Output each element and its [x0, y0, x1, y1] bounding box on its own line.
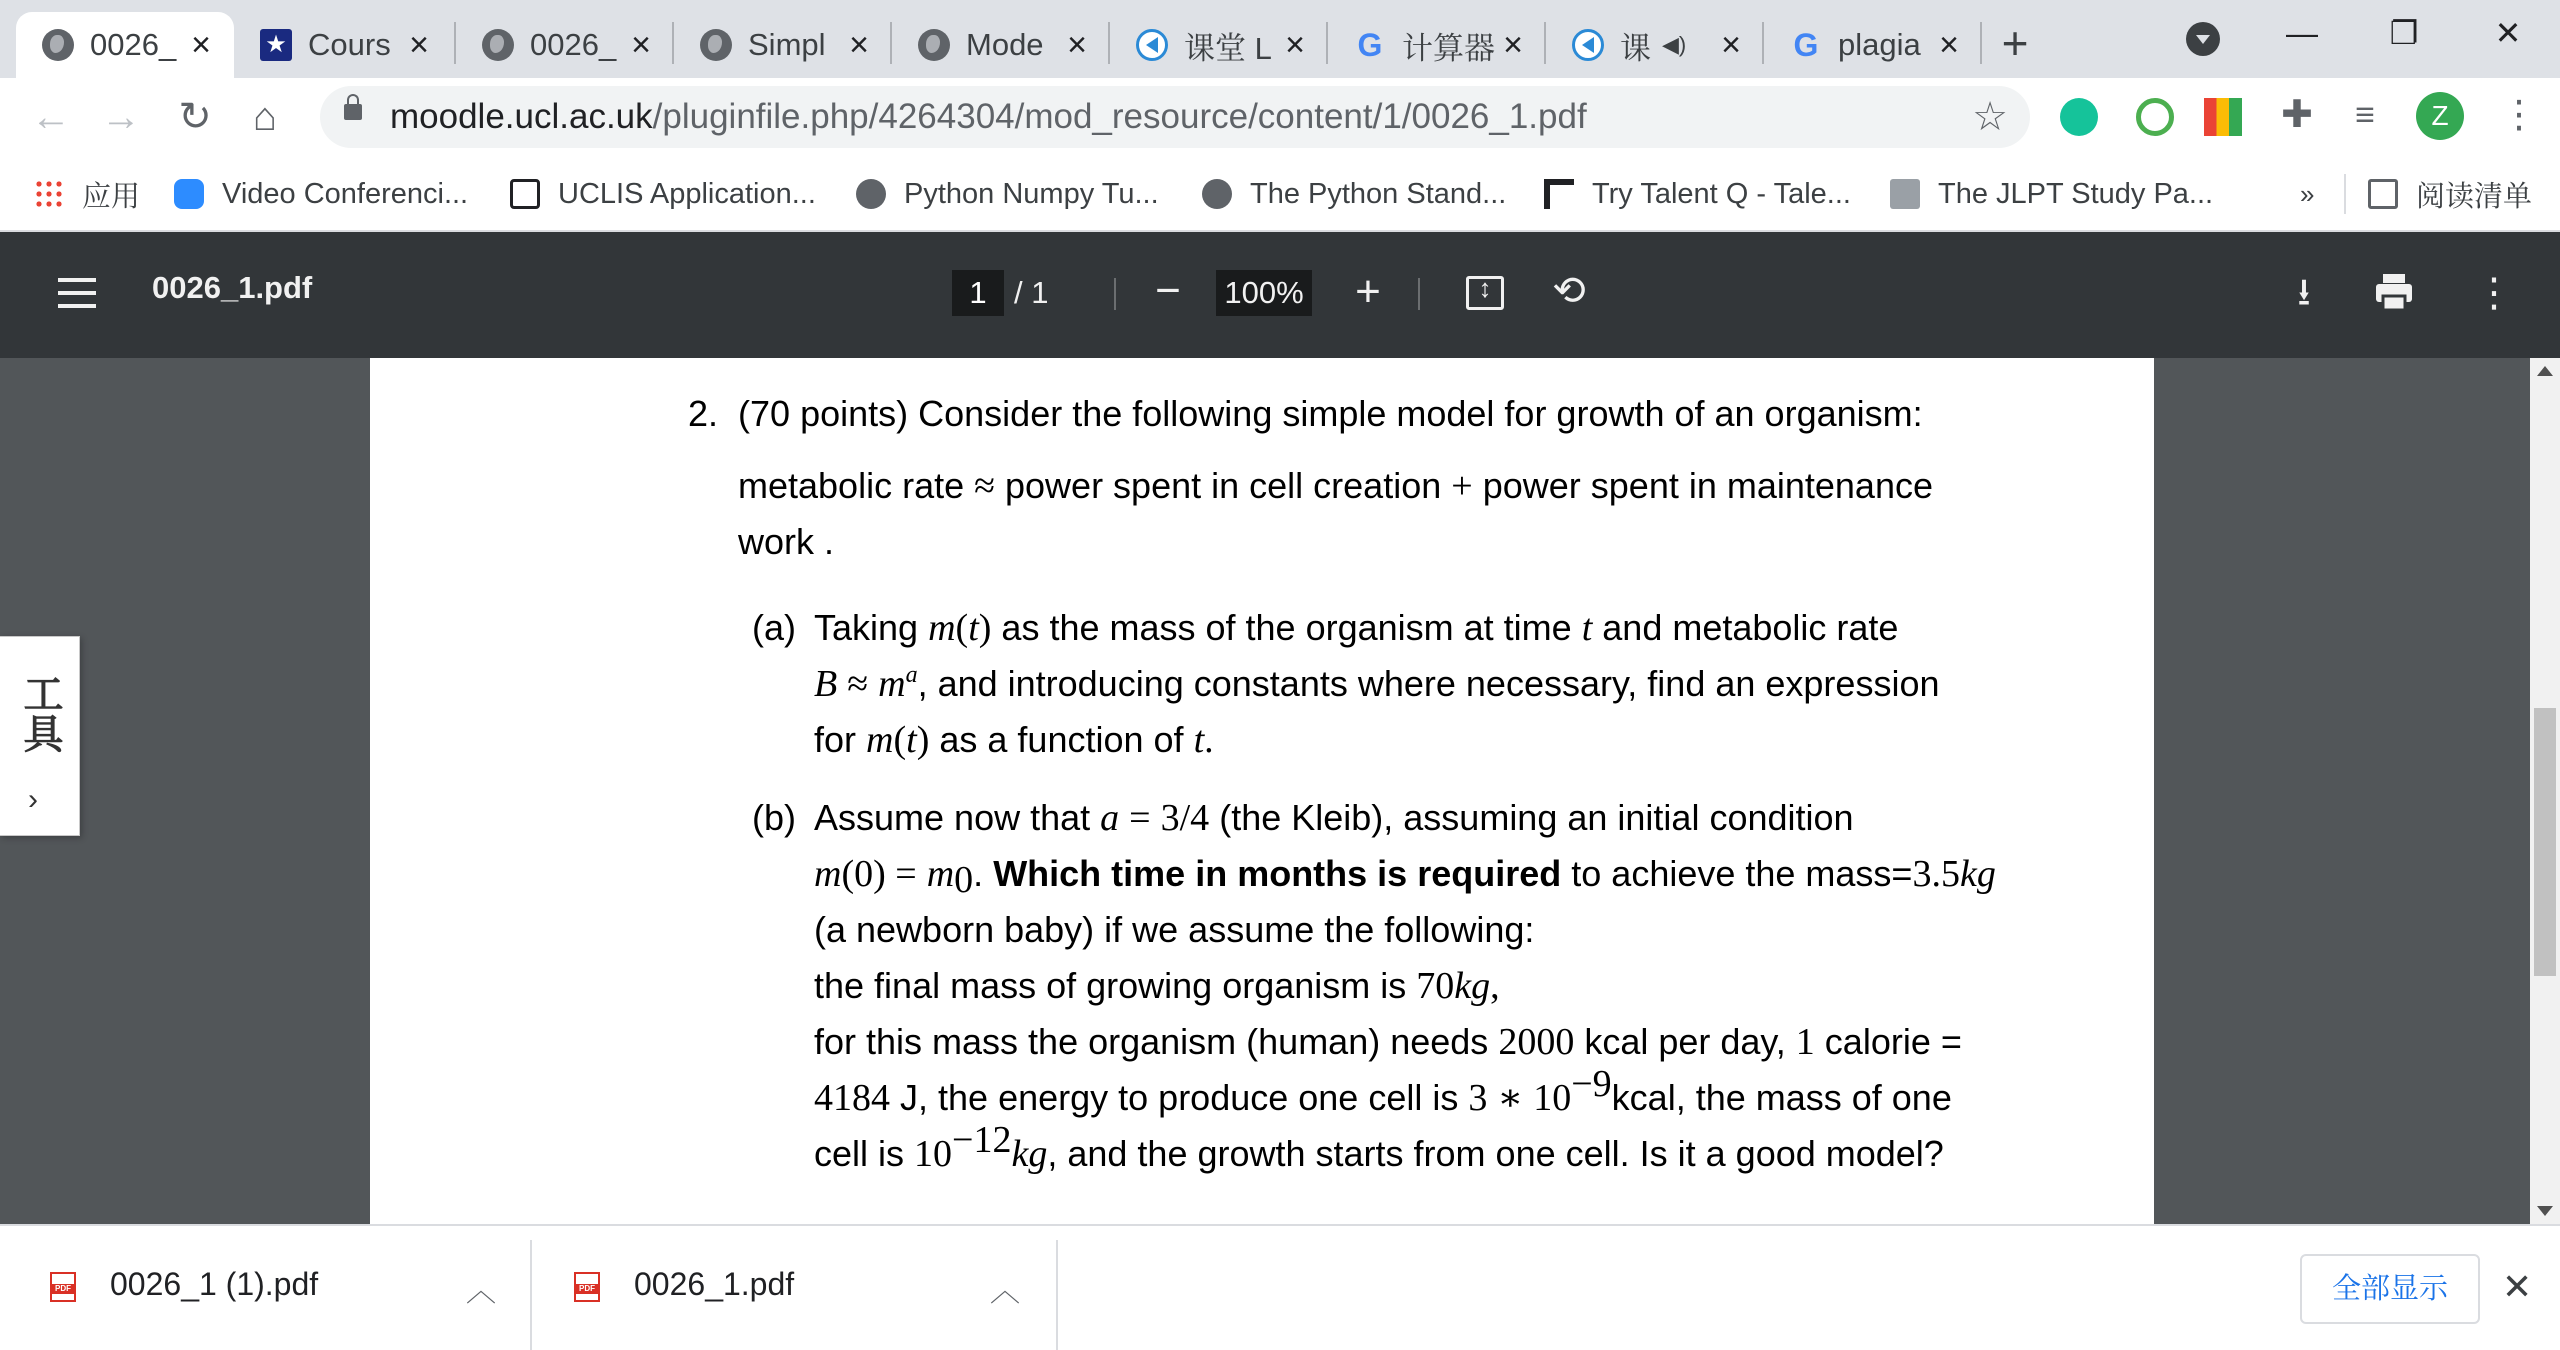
tab-mode[interactable]: [892, 12, 1110, 78]
download-item[interactable]: [0, 1226, 530, 1350]
pdf-page: [370, 358, 2154, 1224]
tab-title: Simpl: [748, 27, 826, 62]
globe-icon: [482, 29, 514, 61]
tab-0026-active[interactable]: [16, 12, 234, 78]
zoom-out-button[interactable]: −: [1155, 266, 1181, 315]
color-extension-icon[interactable]: [2204, 98, 2242, 136]
tab-title: Cours: [308, 27, 391, 62]
part-b-line1: Assume now that a = 3/4 (the Kleib), assuming an initial condition: [814, 797, 1854, 839]
chevron-up-icon[interactable]: ︿: [466, 1275, 496, 1308]
bookmark-star-icon[interactable]: ☆: [1972, 95, 2008, 139]
media-control-icon[interactable]: ≡: [2355, 96, 2375, 134]
new-tab-button[interactable]: +: [2001, 17, 2029, 69]
question-intro: 2. (70 points) Consider the following simple model for growth of an organism:: [688, 393, 1923, 434]
home-icon[interactable]: ⌂: [252, 95, 278, 139]
talentq-icon: [1544, 179, 1574, 209]
speaker-icon[interactable]: ◀): [1662, 32, 1687, 57]
bookmark-jlpt[interactable]: [1890, 174, 2213, 214]
model-equation-line1: metabolic rate ≈ power spent in cell creation + power spent in maintenance: [738, 465, 1933, 507]
bookmarks-bar: [0, 156, 2560, 232]
pdf-filename: 0026_1.pdf: [152, 270, 313, 305]
reading-list-label: 阅读清单: [2416, 180, 2533, 213]
tab-0026[interactable]: [456, 12, 674, 78]
tab-title: 计算器: [1402, 30, 1495, 66]
globe-icon: [42, 29, 74, 61]
jlpt-icon: [1890, 179, 1920, 209]
downloads-bar: [0, 1224, 2560, 1350]
tab-title: 0026_: [530, 27, 617, 62]
hamburger-menu-icon[interactable]: [58, 278, 96, 308]
close-tab-icon[interactable]: ×: [1285, 26, 1305, 64]
tab-courses[interactable]: [234, 12, 452, 78]
close-tab-icon[interactable]: ×: [1067, 26, 1087, 64]
part-b-line7: cell is $10^{-12}kg$, and the growth starts from one cell. Is it a good model?: [814, 1119, 1944, 1175]
play-icon: [1136, 29, 1168, 61]
part-b-line6: 4184 J, the energy to produce one cell is 3 ∗ $10^{-9}kcal$, the mass of one: [814, 1063, 1952, 1119]
tab-search-icon[interactable]: [2186, 22, 2220, 56]
bookmark-python-standard[interactable]: [1202, 174, 1506, 214]
scroll-up-arrow-icon[interactable]: [2537, 366, 2553, 376]
download-separator: [1056, 1240, 1058, 1350]
bookmark-video-conferencing[interactable]: [174, 174, 468, 214]
part-b-label: (b): [752, 797, 796, 838]
tab-title: 课堂 L: [1184, 30, 1272, 66]
bookmark-python-numpy[interactable]: [856, 174, 1159, 214]
part-a-line2: $B \approx m^a$, and introducing constants where necessary, find an expression: [814, 662, 1940, 705]
globe-icon: [918, 29, 950, 61]
part-b-line4: the final mass of growing organism is 70kg,: [814, 965, 1500, 1007]
show-all-downloads-button[interactable]: 全部显示: [2300, 1254, 2480, 1324]
refresh-extension-icon[interactable]: [2136, 98, 2174, 136]
download-icon[interactable]: ⭳: [2297, 272, 2311, 314]
zoom-icon: [174, 179, 204, 209]
close-tab-icon[interactable]: ×: [409, 26, 429, 64]
ucl-logo-icon: ★: [260, 29, 292, 61]
chevron-right-icon[interactable]: ›: [28, 783, 38, 816]
download-item[interactable]: [532, 1226, 1056, 1350]
tab-separator: [1980, 22, 1982, 64]
fit-to-page-icon[interactable]: [1466, 276, 1504, 310]
bookmarks-overflow-button[interactable]: »: [2300, 178, 2315, 209]
globe-icon: [700, 29, 732, 61]
bookmark-talent-q[interactable]: [1544, 174, 1851, 214]
scrollbar-thumb[interactable]: [2534, 708, 2556, 976]
tab-classroom[interactable]: [1110, 12, 1328, 78]
minimize-button[interactable]: —: [2286, 15, 2318, 51]
chrome-menu-icon[interactable]: ⋮: [2500, 94, 2538, 136]
close-tab-icon[interactable]: ×: [1939, 26, 1959, 64]
globe-icon: [1202, 179, 1232, 209]
tab-title: plagia: [1838, 27, 1921, 62]
bookmark-label: The JLPT Study Pa...: [1938, 177, 2214, 210]
page-total: / 1: [1014, 275, 1049, 310]
chevron-up-icon[interactable]: ︿: [990, 1275, 1020, 1308]
part-b-line2: $m(0) = m_0$. Which time in months is required to achieve the mass=3.5kg: [814, 853, 1996, 901]
bookmark-label: Video Conferenci...: [222, 177, 469, 210]
reading-list-button[interactable]: [2368, 174, 2532, 214]
download-filename: 0026_1.pdf: [634, 1266, 795, 1302]
restore-button[interactable]: ❐: [2389, 15, 2419, 51]
apps-label: 应用: [82, 180, 141, 213]
part-a-label: (a): [752, 607, 796, 648]
pdf-viewer-toolbar: [0, 232, 2560, 358]
page-number-input[interactable]: 1: [952, 270, 1004, 316]
browser-toolbar: [0, 78, 2560, 156]
puzzle-extensions-icon[interactable]: ✚: [2281, 94, 2313, 136]
grammarly-icon[interactable]: [2060, 98, 2098, 136]
bookmark-label: Try Talent Q - Tale...: [1592, 177, 1851, 210]
part-a-line1: Taking m(t) as the mass of the organism at time t and metabolic rate: [814, 607, 1899, 649]
lock-icon[interactable]: [344, 104, 362, 120]
address-bar[interactable]: [320, 86, 2030, 148]
pdf-file-icon: [574, 1272, 600, 1302]
tab-title: Mode: [966, 27, 1044, 62]
apps-grid-icon: [34, 179, 64, 209]
back-arrow-icon[interactable]: ←: [31, 95, 71, 139]
window-close-button[interactable]: ✕: [2494, 15, 2522, 51]
reading-list-icon: [2368, 179, 2398, 209]
tab-title: 课: [1620, 30, 1651, 66]
bookmark-uclis[interactable]: [510, 174, 816, 214]
toolbar-divider: [1114, 278, 1116, 310]
google-icon: G: [1357, 27, 1383, 63]
toolbar-divider: [1418, 278, 1420, 310]
part-a-line3: for m(t) as a function of t.: [814, 719, 1214, 761]
tab-plagia[interactable]: [1764, 12, 1982, 78]
bookmark-label: The Python Stand...: [1250, 177, 1507, 210]
bookmark-label: Python Numpy Tu...: [904, 177, 1159, 210]
close-tab-icon[interactable]: ×: [631, 26, 651, 64]
globe-icon: [856, 179, 886, 209]
bookmarks-divider: [2344, 174, 2346, 214]
more-options-icon[interactable]: ⋮: [2474, 271, 2514, 315]
close-tab-icon[interactable]: ×: [1721, 26, 1741, 64]
profile-avatar[interactable]: Z: [2416, 92, 2464, 140]
download-filename: 0026_1 (1).pdf: [110, 1266, 319, 1302]
zoom-level-input[interactable]: 100%: [1216, 270, 1312, 316]
tab-title: 0026_: [90, 27, 177, 62]
play-icon: [1572, 29, 1604, 61]
zoom-in-button[interactable]: +: [1355, 267, 1381, 316]
close-tab-icon[interactable]: ×: [191, 26, 211, 64]
tools-label: 工具: [18, 673, 62, 753]
print-icon[interactable]: [2374, 272, 2414, 314]
tab-strip: [0, 0, 2560, 78]
reload-icon[interactable]: ↻: [178, 95, 212, 139]
forward-arrow-icon[interactable]: →: [101, 95, 141, 139]
scroll-down-arrow-icon[interactable]: [2537, 1206, 2553, 1216]
side-tools-panel[interactable]: [0, 636, 80, 836]
google-icon: G: [1793, 27, 1819, 63]
tab-calculator[interactable]: [1328, 12, 1546, 78]
part-b-line3: (a newborn baby) if we assume the following:: [814, 909, 1535, 950]
pdf-viewport[interactable]: [0, 358, 2530, 1224]
rotate-icon[interactable]: ⟲: [1552, 269, 1586, 313]
url-text[interactable]: moodle.ucl.ac.uk/pluginfile.php/4264304/mod_resource/content/1/0026_1.pdf: [390, 97, 1587, 136]
tab-class-audio[interactable]: [1546, 12, 1764, 78]
model-equation-line2: work .: [738, 521, 835, 562]
uclis-icon: [510, 179, 540, 209]
apps-shortcut[interactable]: [34, 174, 140, 214]
close-tab-icon[interactable]: ×: [1503, 26, 1523, 64]
close-downloads-icon[interactable]: ✕: [2502, 1266, 2533, 1307]
close-tab-icon[interactable]: ×: [849, 26, 869, 64]
tab-simpl[interactable]: [674, 12, 892, 78]
bookmark-label: UCLIS Application...: [558, 177, 816, 210]
part-b-line5: for this mass the organism (human) needs 2000 kcal per day, 1 calorie =: [814, 1021, 1962, 1063]
pdf-file-icon: [50, 1272, 76, 1302]
vertical-scrollbar[interactable]: [2530, 358, 2560, 1224]
